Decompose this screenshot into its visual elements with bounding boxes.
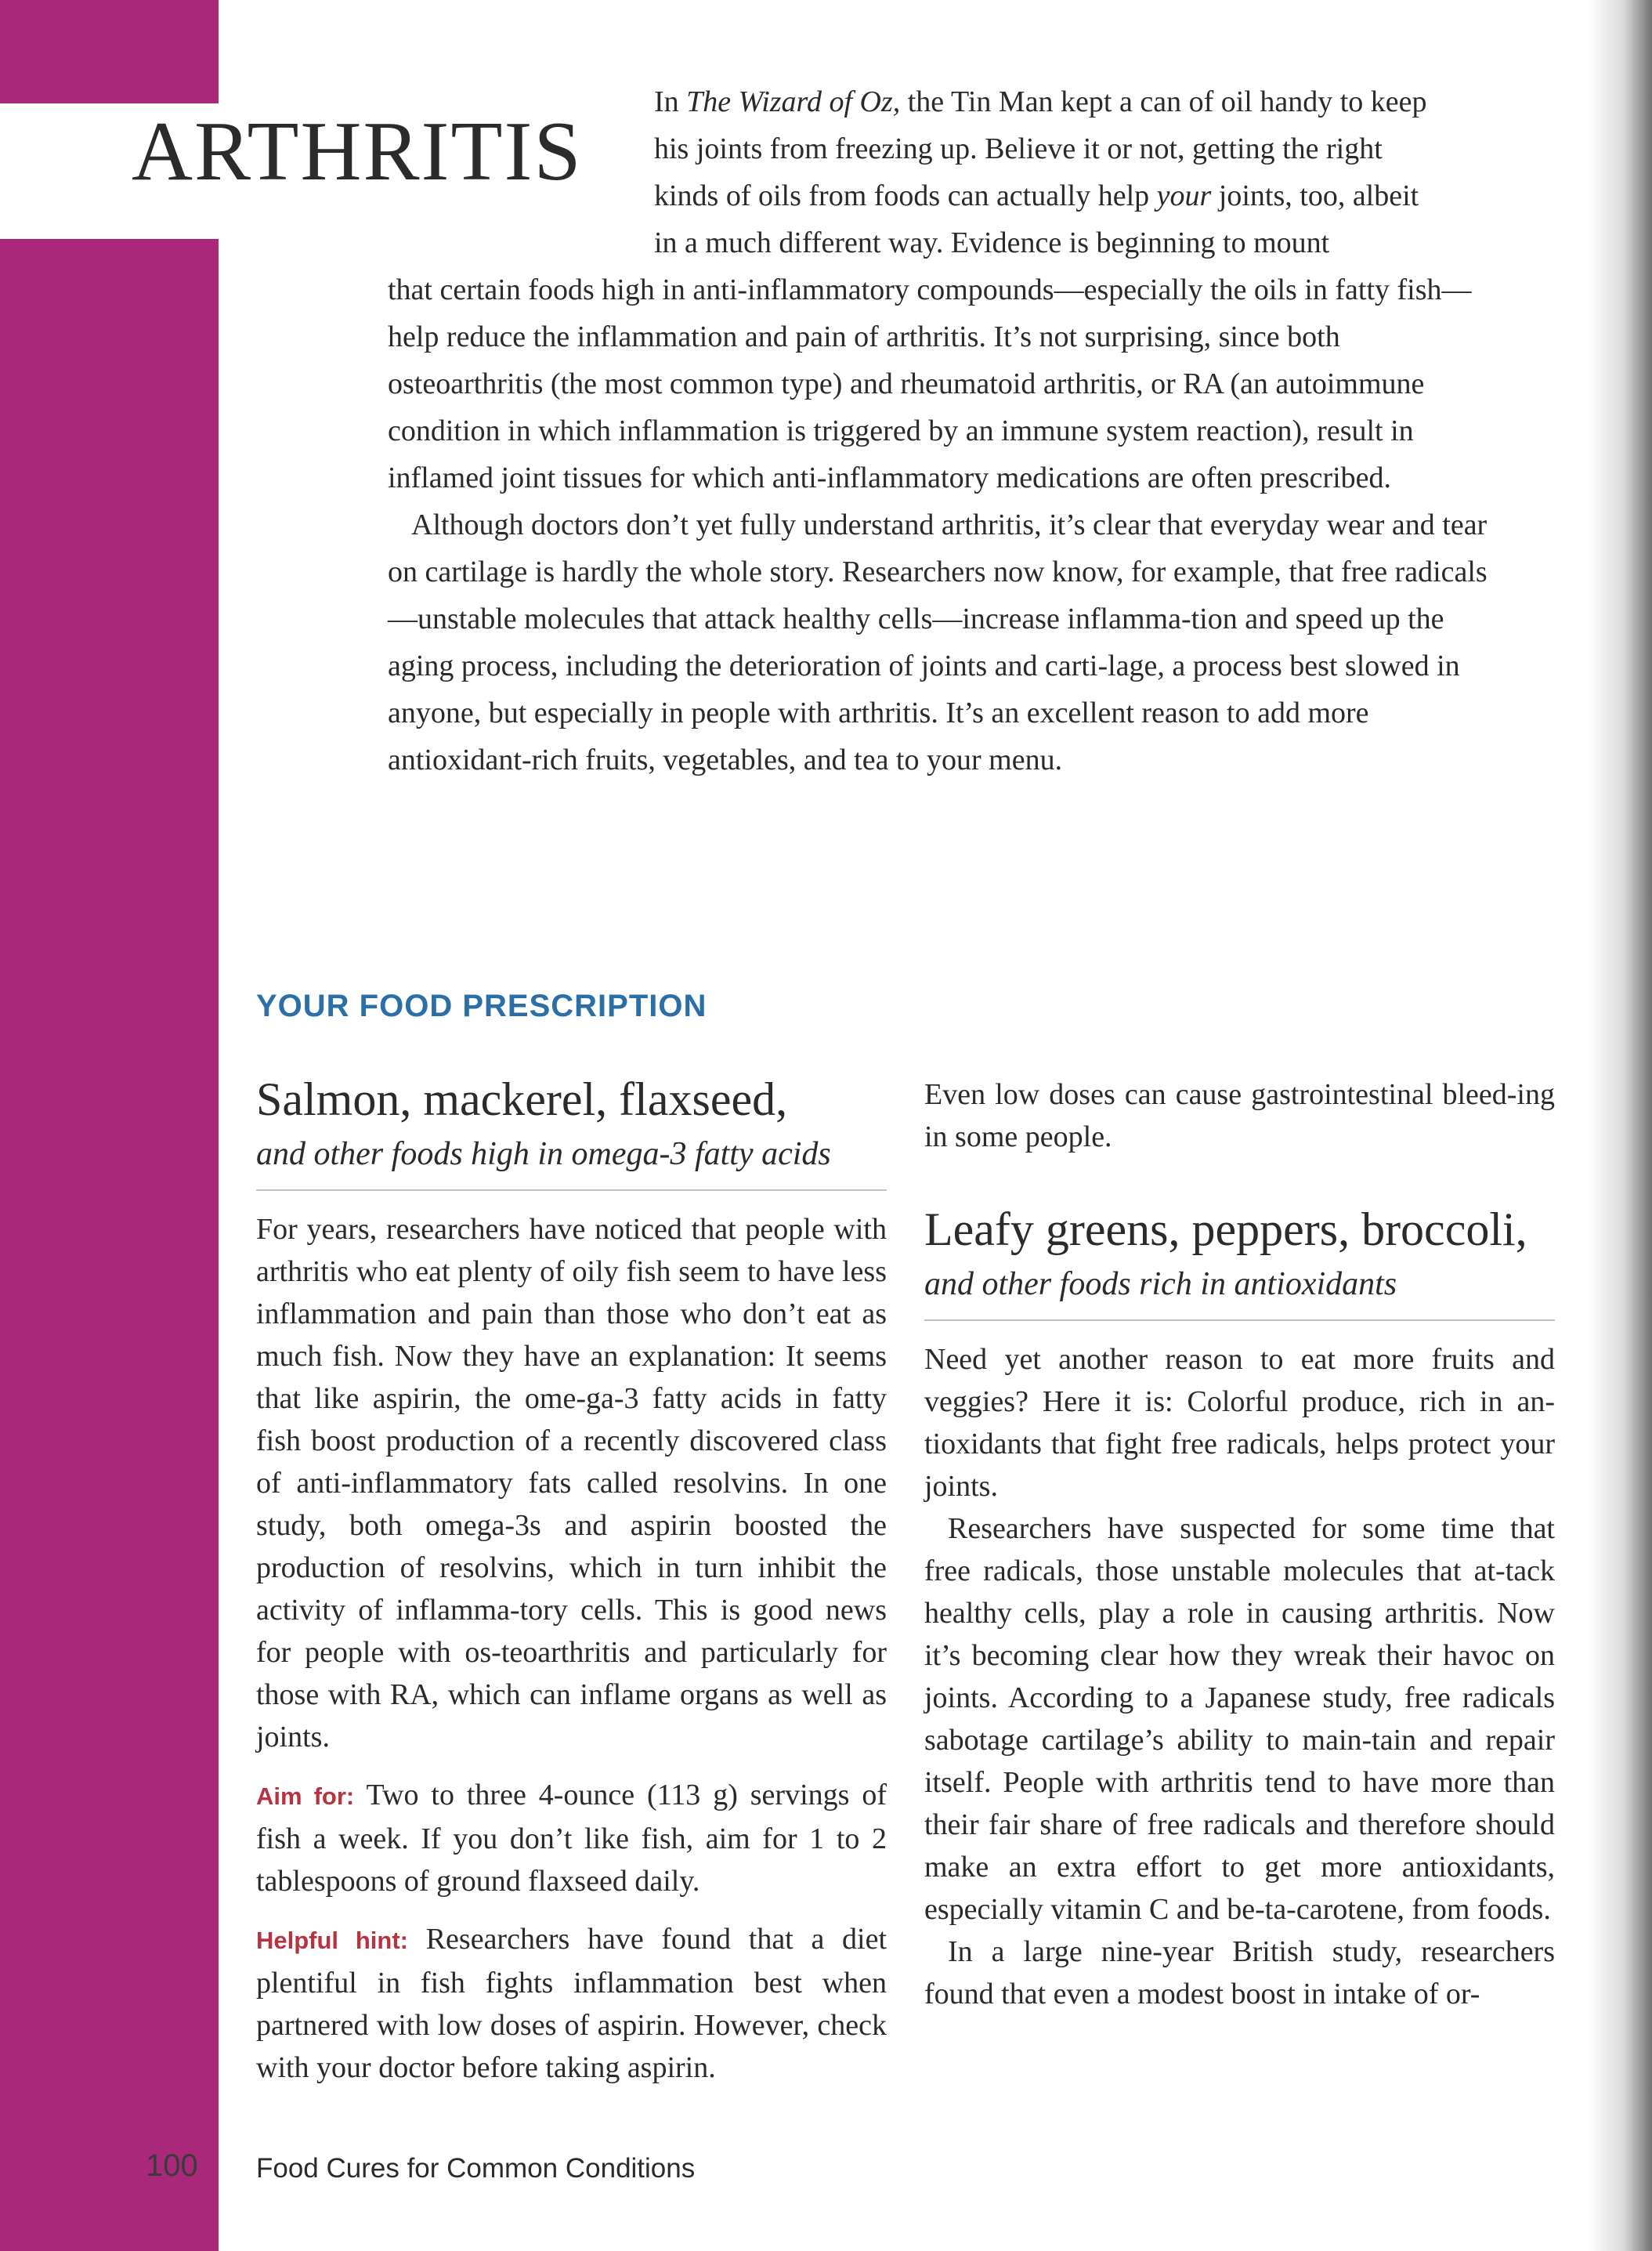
divider-rule [256, 1189, 887, 1191]
aim-for-paragraph: Aim for: Two to three 4-ounce (113 g) servings of fish a week. If you don’t like fish, aim for 1 to 2 tablespoons of ground flaxseed daily. [256, 1779, 887, 1898]
chapter-title: ARTHRITIS [132, 105, 583, 198]
aim-for-label: Aim for: [256, 1782, 355, 1811]
magenta-sidebar [0, 239, 219, 2251]
antioxidants-paragraph-2: Researchers have suspected for some time that free radicals, those unstable molecules that at-tack healthy cells, play a role in causing arthritis. Now it’s becoming clear how they wreak their havoc on joints. According to a Japanese study, free radicals sabotage cartilage’s ability to main-tain and repair itself. People with arthritis tend to have more than their fair share of free radicals and therefore should make an extra effort to get more antioxidants, especially vitamin C and be-ta-carotene, from foods. [924, 1512, 1555, 1927]
food-title-omega3: Salmon, mackerel, flaxseed, [256, 1073, 788, 1125]
magenta-sidebar-top [0, 0, 219, 103]
intro-paragraph-start: In The Wizard of Oz, the Tin Man kept a can of oil handy to keep his joints from freezing up. Believe it or not, getting the right kinds of oils from foods can actually help your joints, too, albeit in a much different way. Evidence is beginning to mount [654, 85, 1427, 259]
left-column [256, 1073, 887, 2089]
helpful-hint-paragraph: Helpful hint: Researchers have found that a diet plentiful in fish fights inflammation best when partnered with low doses of aspirin. However, check with your doctor before taking aspirin. [256, 1923, 887, 2085]
emphasis-italic: your [1156, 179, 1212, 212]
antioxidants-paragraph-3: In a large nine-year British study, researchers found that even a modest boost in intake of or- [924, 1935, 1555, 2011]
intro-text [388, 266, 1500, 784]
omega3-body: For years, researchers have noticed that people with arthritis who eat plenty of oily fish seem to have less inflammation and pain than those who don’t eat as much fish. Now they have an explanation: It seems that like aspirin, the ome-ga-3 fatty acids in fatty fish boost production of a recently discovered class of anti-inflammatory fats called resolvins. In one study, both omega-3s and aspirin boosted the production of resolvins, which in turn inhibit the activity of inflamma-tory cells. This is good news for people with os-teoarthritis and particularly for those with RA, which can inflame organs as well as joints. [256, 1213, 887, 1754]
intro-paragraph-2: Although doctors don’t yet fully understand arthritis, it’s clear that everyday wear and tear on cartilage is hardly the whole story. Researchers now know, for example, that free radicals—unstable molecules that attack healthy cells—increase inflamma-tion and speed up the aging process, including the deterioration of joints and carti-lage, a process best slowed in anyone, but especially in people with arthritis. It’s an excellent reason to add more antioxidant-rich fruits, vegetables, and tea to your menu. [388, 508, 1488, 776]
antioxidants-paragraph-1: Need yet another reason to eat more fruits and veggies? Here it is: Colorful produce, rich in an-tioxidants that fight free radicals, helps protect your joints. [924, 1343, 1555, 1504]
right-column [924, 1073, 1555, 2015]
page-gutter-shadow [1589, 0, 1652, 2251]
intro-paragraph-continued: that certain foods high in anti-inflammatory compounds—especially the oils in fatty fish—help reduce the inflammation and pain of arthritis. It’s not surprising, since both osteoarthritis (the most common type) and rheumatoid arthritis, or RA (an autoimmune condition in which inflammation is triggered by an immune system reaction), result in inflamed joint tissues for which anti-inflammatory medications are often prescribed. [388, 273, 1472, 494]
helpful-hint-label: Helpful hint: [256, 1927, 408, 1955]
divider-rule [924, 1319, 1555, 1321]
section-heading: YOUR FOOD PRESCRIPTION [256, 989, 707, 1023]
book-title-italic: The Wizard of Oz, [686, 85, 901, 118]
continuation-text: Even low doses can cause gastrointestinal bleed-ing in some people. [924, 1078, 1555, 1153]
running-footer: Food Cures for Common Conditions [256, 2153, 696, 2184]
food-subtitle-antioxidants: and other foods rich in antioxidants [924, 1266, 1397, 1302]
food-title-antioxidants: Leafy greens, peppers, broccoli, [924, 1203, 1527, 1255]
page-number: 100 [146, 2148, 198, 2183]
food-subtitle-omega3: and other foods high in omega-3 fatty acids [256, 1136, 831, 1172]
